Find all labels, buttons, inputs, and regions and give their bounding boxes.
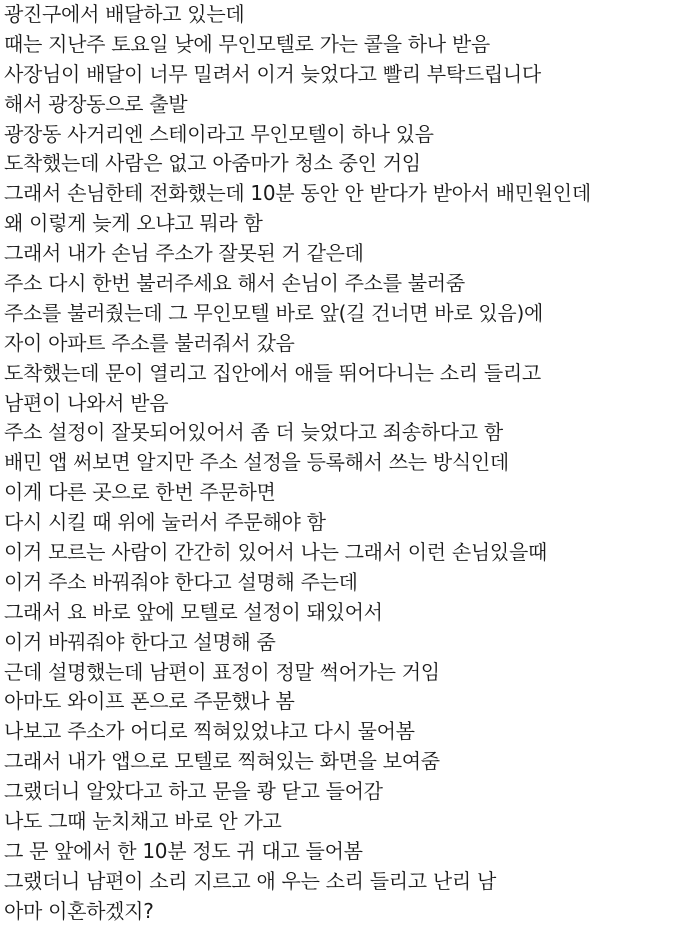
story-text xyxy=(4,0,696,927)
story-line: 그래서 요 바로 앞에 모텔로 설정이 돼있어서 xyxy=(4,599,383,624)
story-line: 아마도 와이프 폰으로 주문했나 봄 xyxy=(4,689,295,714)
story-line: 주소 설정이 잘못되어있어서 좀 더 늦었다고 죄송하다고 함 xyxy=(4,420,503,445)
story-line: 자이 아파트 주소를 불러줘서 갔음 xyxy=(4,330,295,355)
story-line: 주소를 불러줬는데 그 무인모텔 바로 앞(길 건너면 바로 있음)에 xyxy=(4,300,543,325)
story-line: 그랬더니 남편이 소리 지르고 애 우는 소리 들리고 난리 남 xyxy=(4,868,496,893)
story-line: 이거 모르는 사람이 간간히 있어서 나는 그래서 이런 손님있을때 xyxy=(4,540,547,565)
story-line: 때는 지난주 토요일 낮에 무인모텔로 가는 콜을 하나 받음 xyxy=(4,31,490,56)
story-line: 광진구에서 배달하고 있는데 xyxy=(4,2,245,26)
story-line: 남편이 나와서 받음 xyxy=(4,390,169,415)
story-line: 도착했는데 사람은 없고 아줌마가 청소 중인 거임 xyxy=(4,151,421,176)
story-line: 다시 시킬 때 위에 눌러서 주문해야 함 xyxy=(4,510,326,535)
story-line: 그랬더니 알았다고 하고 문을 쾅 닫고 들어감 xyxy=(4,779,383,804)
story-line: 그 문 앞에서 한 10분 정도 귀 대고 들어봄 xyxy=(4,838,363,863)
story-line: 사장님이 배달이 너무 밀려서 이거 늦었다고 빨리 부탁드립니다 xyxy=(4,61,541,86)
story-line: 배민 앱 써보면 알지만 주소 설정을 등록해서 쓰는 방식인데 xyxy=(4,450,509,475)
story-line: 근데 설명했는데 남편이 표정이 정말 썩어가는 거임 xyxy=(4,659,440,684)
story-line: 해서 광장동으로 출발 xyxy=(4,91,188,116)
story-line: 그래서 내가 앱으로 모텔로 찍혀있는 화면을 보여줌 xyxy=(4,749,440,774)
story-line: 광장동 사거리엔 스테이라고 무인모텔이 하나 있음 xyxy=(4,121,434,146)
story-line: 그래서 내가 손님 주소가 잘못된 거 같은데 xyxy=(4,241,364,266)
story-line: 나도 그때 눈치채고 바로 안 가고 xyxy=(4,809,282,834)
story-line: 나보고 주소가 어디로 찍혀있었냐고 다시 물어봄 xyxy=(4,719,415,744)
story-line: 주소 다시 한번 불러주세요 해서 손님이 주소를 불러줌 xyxy=(4,271,465,296)
story-line: 이거 바꿔줘야 한다고 설명해 줌 xyxy=(4,629,276,654)
story-line: 이거 주소 바꿔줘야 한다고 설명해 주는데 xyxy=(4,569,358,594)
story-line: 왜 이렇게 늦게 오냐고 뭐라 함 xyxy=(4,211,263,236)
story-line: 아마 이혼하겠지? xyxy=(4,898,154,923)
story-line: 그래서 손님한테 전화했는데 10분 동안 안 받다가 받아서 배민원인데 xyxy=(4,181,591,206)
story-line: 도착했는데 문이 열리고 집안에서 애들 뛰어다니는 소리 들리고 xyxy=(4,360,541,385)
story-line: 이게 다른 곳으로 한번 주문하면 xyxy=(4,480,276,505)
